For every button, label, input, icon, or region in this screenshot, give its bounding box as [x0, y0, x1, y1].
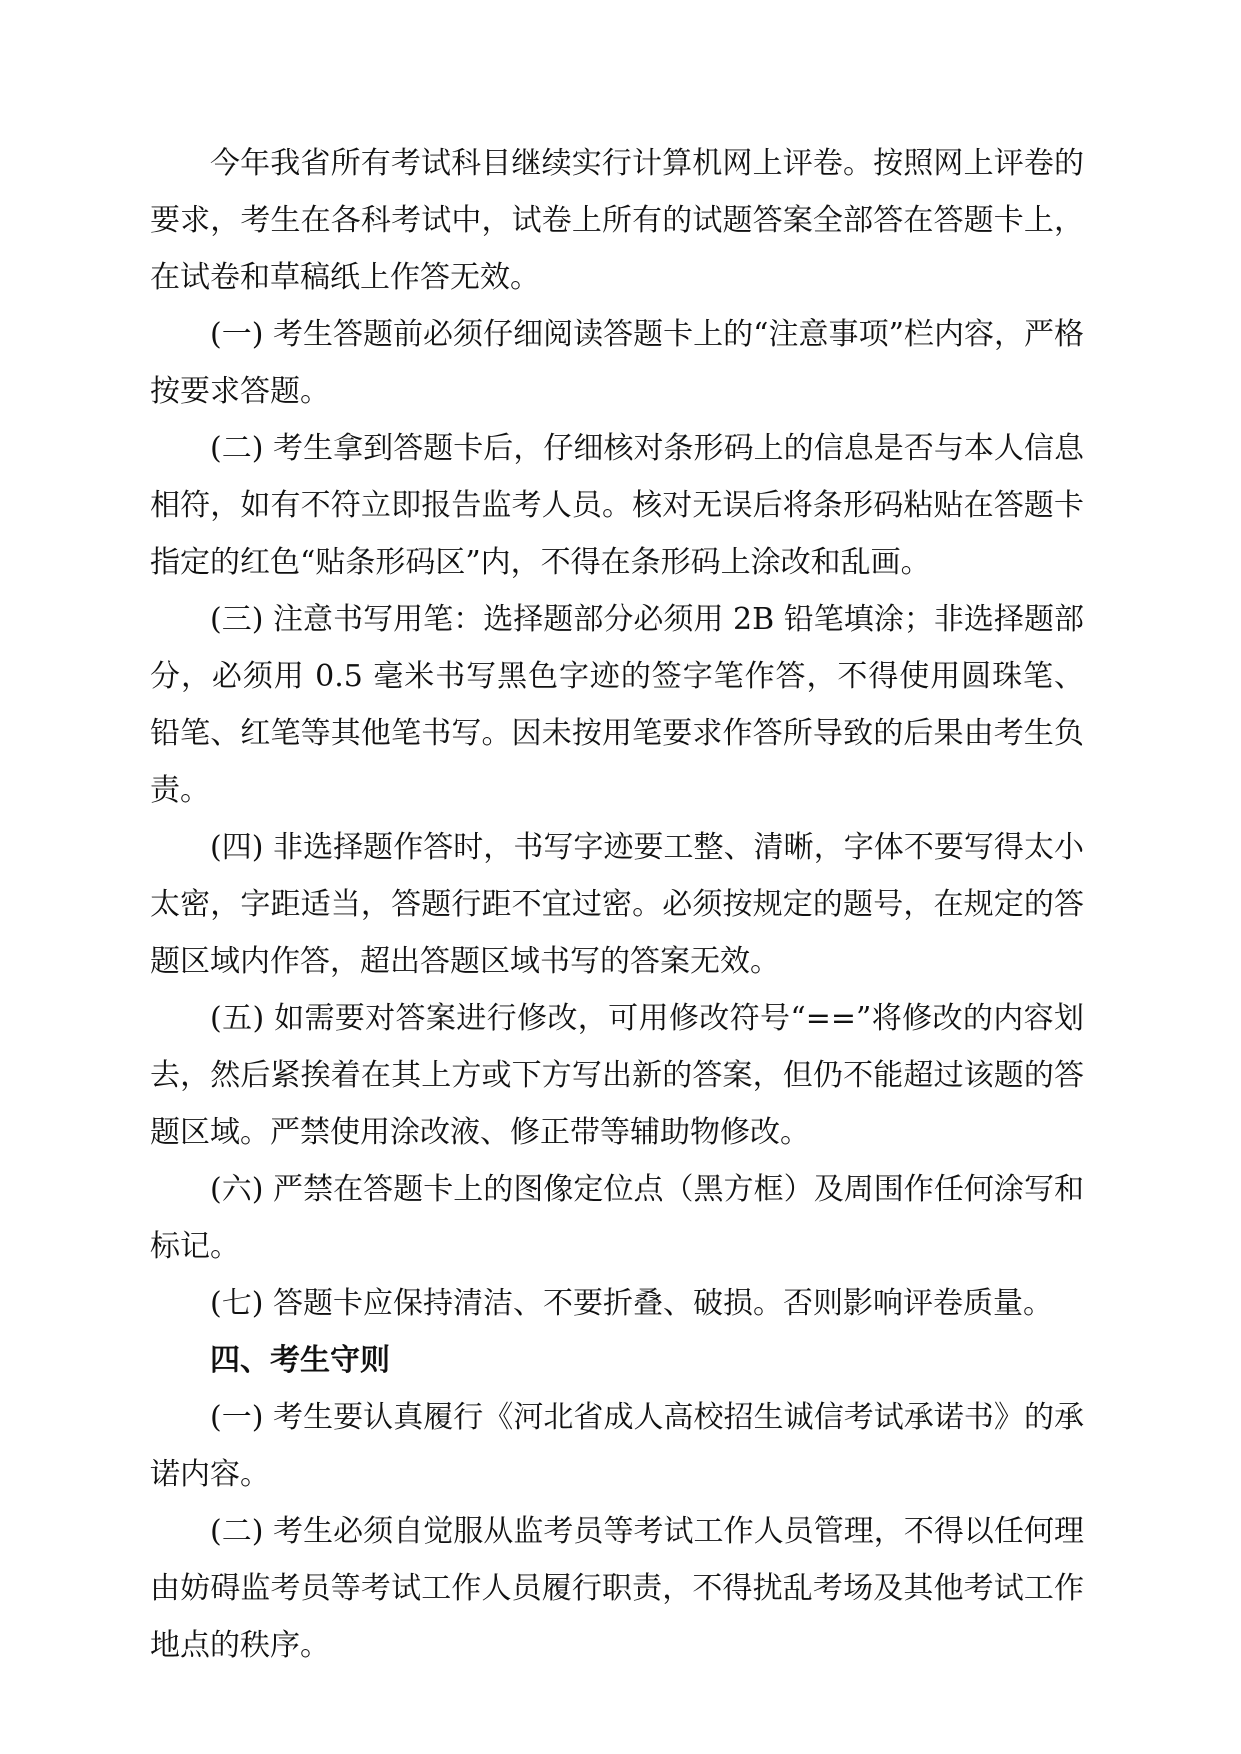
- paragraph-rule-1-pledge: (一) 考生要认真履行《河北省成人高校招生诚信考试承诺书》的承诺内容。: [150, 1400, 1084, 1492]
- paragraph-item-7-keep-clean: (七) 答题卡应保持清洁、不要折叠、破损。否则影响评卷质量。: [210, 1286, 1053, 1321]
- paragraph-item-1-read-notes: (一) 考生答题前必须仔细阅读答题卡上的“注意事项”栏内容，严格按要求答题。: [150, 317, 1084, 409]
- paragraph-online-marking: 今年我省所有考试科目继续实行计算机网上评卷。按照网上评卷的要求，考生在各科考试中，试卷上所有的试题答案全部答在答题卡上，在试卷和草稿纸上作答无效。: [150, 146, 1084, 295]
- section-heading: 四、考生守则: [210, 1343, 390, 1378]
- paragraph-item-2-barcode: (二) 考生拿到答题卡后，仔细核对条形码上的信息是否与本人信息相符，如有不符立即报告监考人员。核对无误后将条形码粘贴在答题卡指定的红色“贴条形码区”内，不得在条形码上涂改和乱画。: [150, 431, 1084, 580]
- paragraph-item-4-handwriting: (四) 非选择题作答时，书写字迹要工整、清晰，字体不要写得太小太密，字距适当，答题行距不宜过密。必须按规定的题号，在规定的答题区域内作答，超出答题区域书写的答案无效。: [150, 830, 1084, 979]
- paragraph-item-6-anchor-points: (六) 严禁在答题卡上的图像定位点（黑方框）及周围作任何涂写和标记。: [150, 1172, 1084, 1264]
- paragraph-item-5-corrections: (五) 如需要对答案进行修改，可用修改符号“==”将修改的内容划去，然后紧挨着在其上方或下方写出新的答案，但仍不能超过该题的答题区域。严禁使用涂改液、修正带等辅助物修改。: [150, 1001, 1084, 1150]
- paragraph-rule-2-obey-staff: (二) 考生必须自觉服从监考员等考试工作人员管理，不得以任何理由妨碍监考员等考试工作人员履行职责，不得扰乱考场及其他考试工作地点的秩序。: [150, 1514, 1084, 1663]
- document-body: [150, 135, 1084, 1674]
- paragraph-item-3-pens: (三) 注意书写用笔：选择题部分必须用 2B 铅笔填涂；非选择题部分，必须用 0.5 毫米书写黑色字迹的签字笔作答，不得使用圆珠笔、铅笔、红笔等其他笔书写。因未按用笔要求作答所导致的后果由考生负责。: [150, 602, 1084, 808]
